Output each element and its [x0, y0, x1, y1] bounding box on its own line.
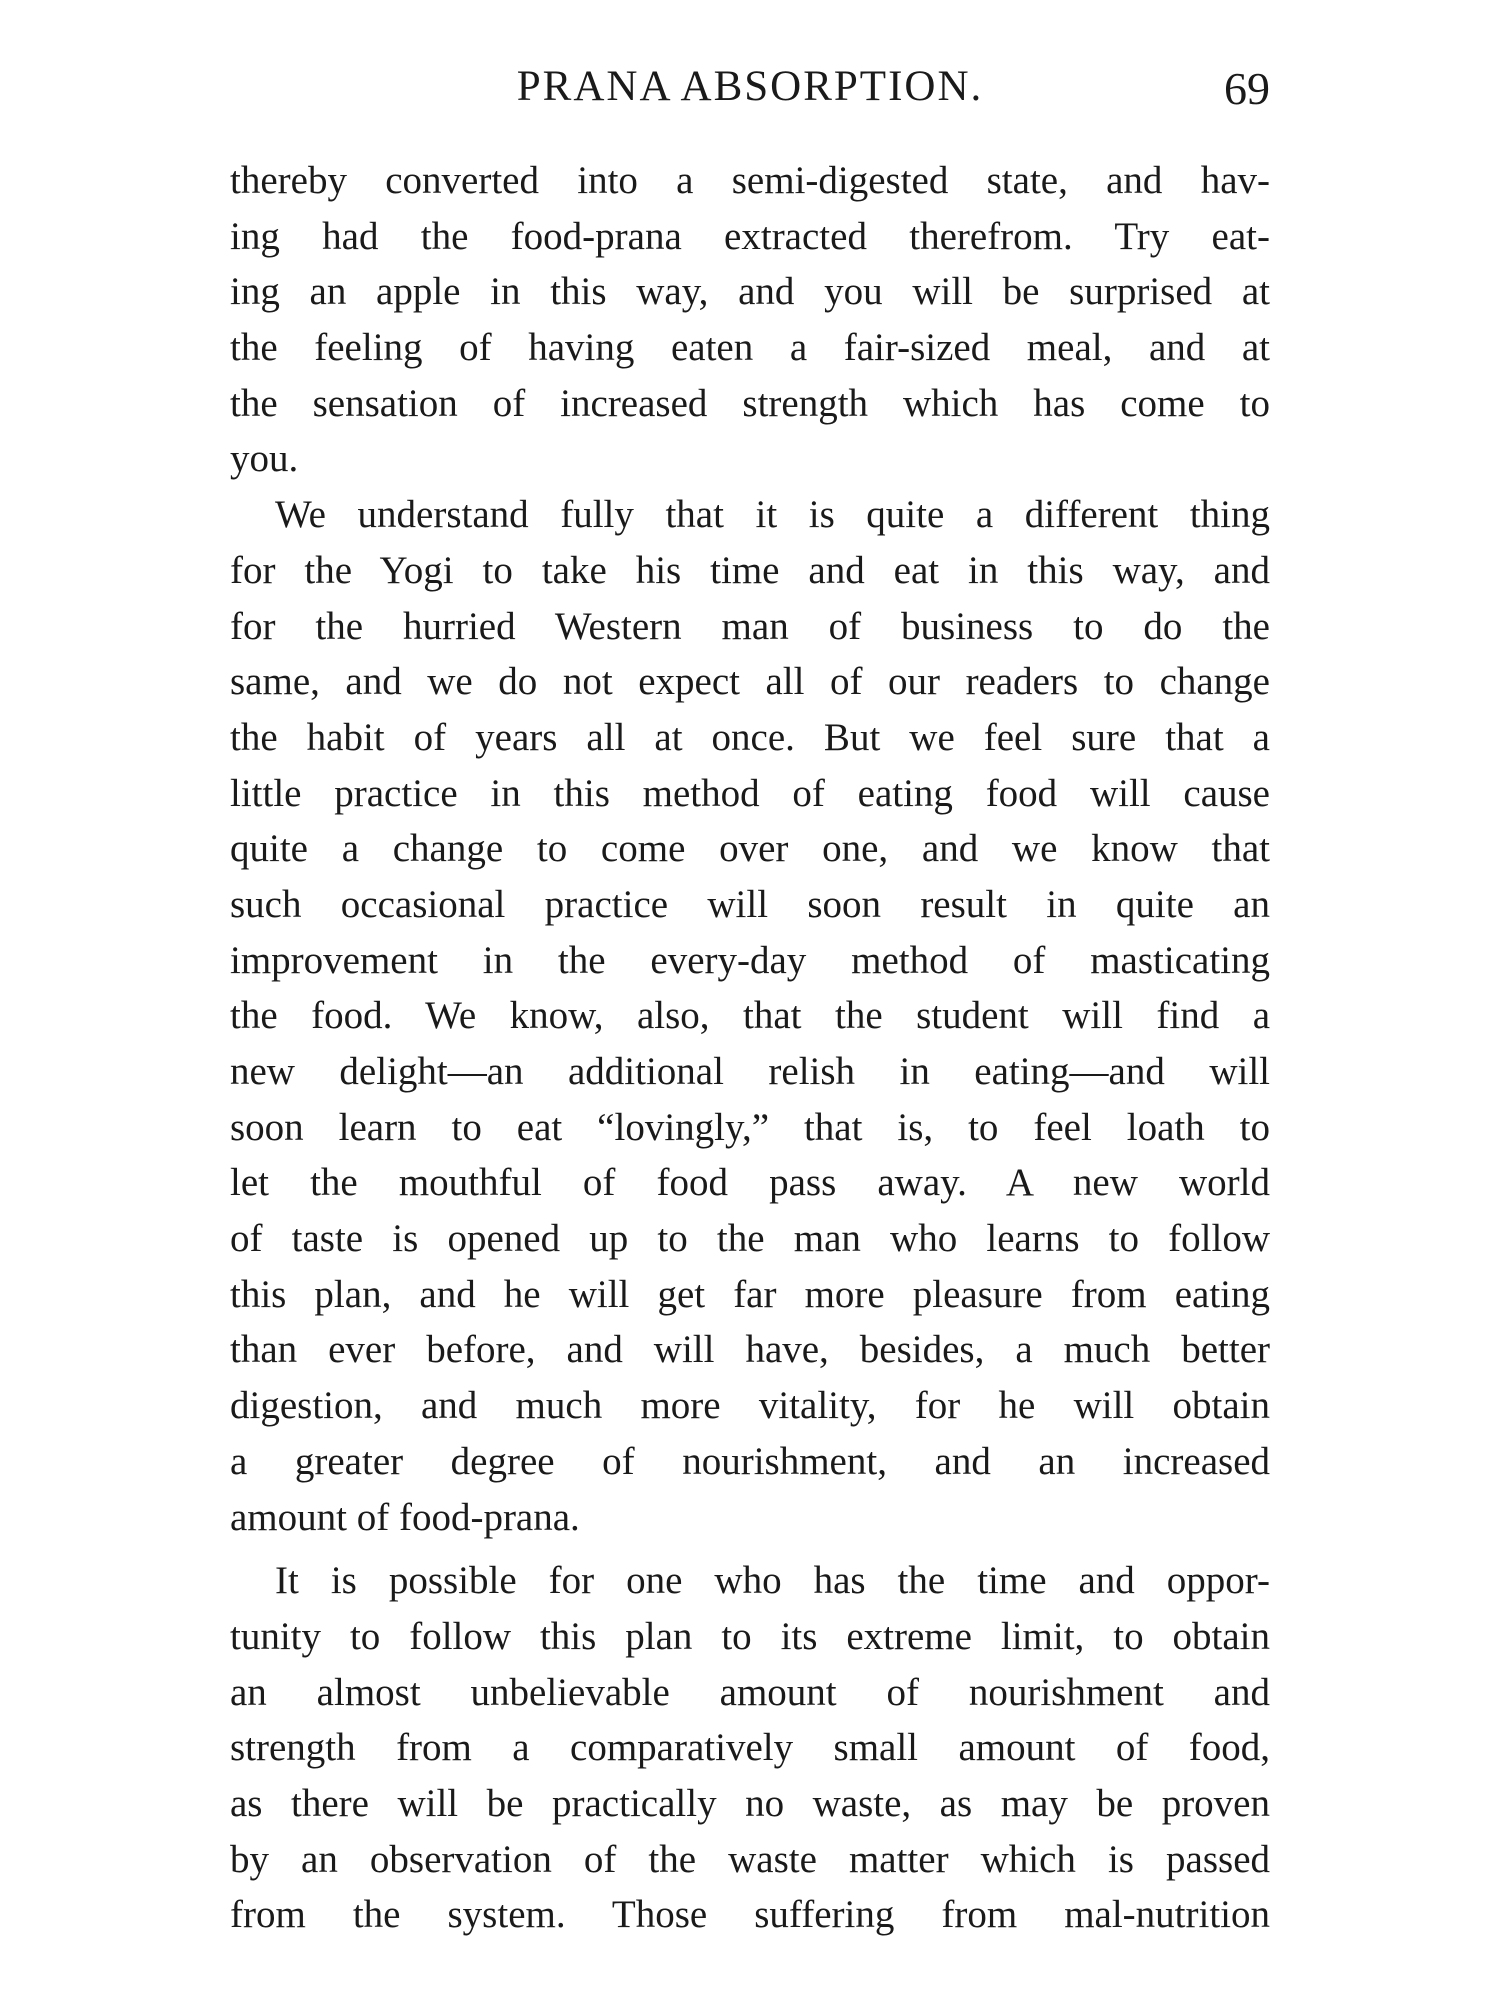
text-line: for the Yogi to take his time and eat in this way, and — [230, 548, 1270, 592]
paragraph — [230, 487, 1270, 1545]
text-line: thereby converted into a semi-digested state, and hav- — [230, 159, 1270, 202]
text-line: quite a change to come over one, and we know that — [230, 827, 1270, 871]
text-line: soon learn to eat “lovingly,” that is, to feel loath to — [230, 1105, 1270, 1149]
text-line: same, and we do not expect all of our readers to change — [230, 660, 1270, 704]
text-line: a greater degree of nourishment, and an increased — [230, 1439, 1270, 1483]
text-line: new delight—an additional relish in eating—and will — [230, 1050, 1270, 1093]
running-head: PRANA ABSORPTION. — [516, 63, 984, 110]
text-line: the sensation of increased strength which has come to — [230, 381, 1270, 425]
text-line: ing had the food-prana extracted therefrom. Try eat- — [230, 214, 1270, 258]
paragraph — [230, 153, 1270, 487]
page-header — [230, 62, 1270, 122]
text-line: improvement in the every-day method of masticating — [230, 938, 1270, 982]
text-line: by an observation of the waste matter which is passed — [230, 1837, 1270, 1881]
text-line: strength from a comparatively small amount of food, — [230, 1726, 1270, 1770]
text-line: from the system. Those suffering from mal-nutrition — [230, 1893, 1270, 1937]
page-number: 69 — [1224, 63, 1270, 114]
text-line: little practice in this method of eating food will cause — [230, 771, 1270, 815]
text-line: of taste is opened up to the man who learns to follow — [230, 1217, 1270, 1261]
text-line: an almost unbelievable amount of nourishment and — [230, 1670, 1270, 1714]
text-line: amount of food-prana. — [230, 1495, 580, 1539]
text-line: digestion, and much more vitality, for he will obtain — [230, 1384, 1270, 1428]
text-line: such occasional practice will soon result in quite an — [230, 882, 1270, 926]
text-line: the habit of years all at once. But we feel sure that a — [230, 715, 1270, 759]
paragraph-gap — [230, 1545, 1270, 1553]
text-line: you. — [230, 437, 299, 481]
text-line: this plan, and he will get far more pleasure from eating — [230, 1272, 1270, 1316]
text-line: We understand fully that it is quite a different thing — [275, 493, 1270, 537]
text-line: It is possible for one who has the time and oppor- — [275, 1559, 1270, 1603]
text-line: than ever before, and will have, besides, a much better — [230, 1328, 1270, 1372]
text-line: the feeling of having eaten a fair-sized meal, and at — [230, 326, 1270, 370]
paragraph — [230, 1553, 1270, 1943]
text-line: for the hurried Western man of business to do the — [230, 604, 1270, 648]
text-line: ing an apple in this way, and you will be surprised at — [230, 270, 1270, 314]
text-line: tunity to follow this plan to its extreme limit, to obtain — [230, 1614, 1270, 1658]
body-text — [230, 153, 1270, 1943]
text-line: the food. We know, also, that the student will find a — [230, 994, 1270, 1038]
text-line: let the mouthful of food pass away. A new world — [230, 1161, 1270, 1205]
text-line: as there will be practically no waste, as may be proven — [230, 1781, 1270, 1825]
